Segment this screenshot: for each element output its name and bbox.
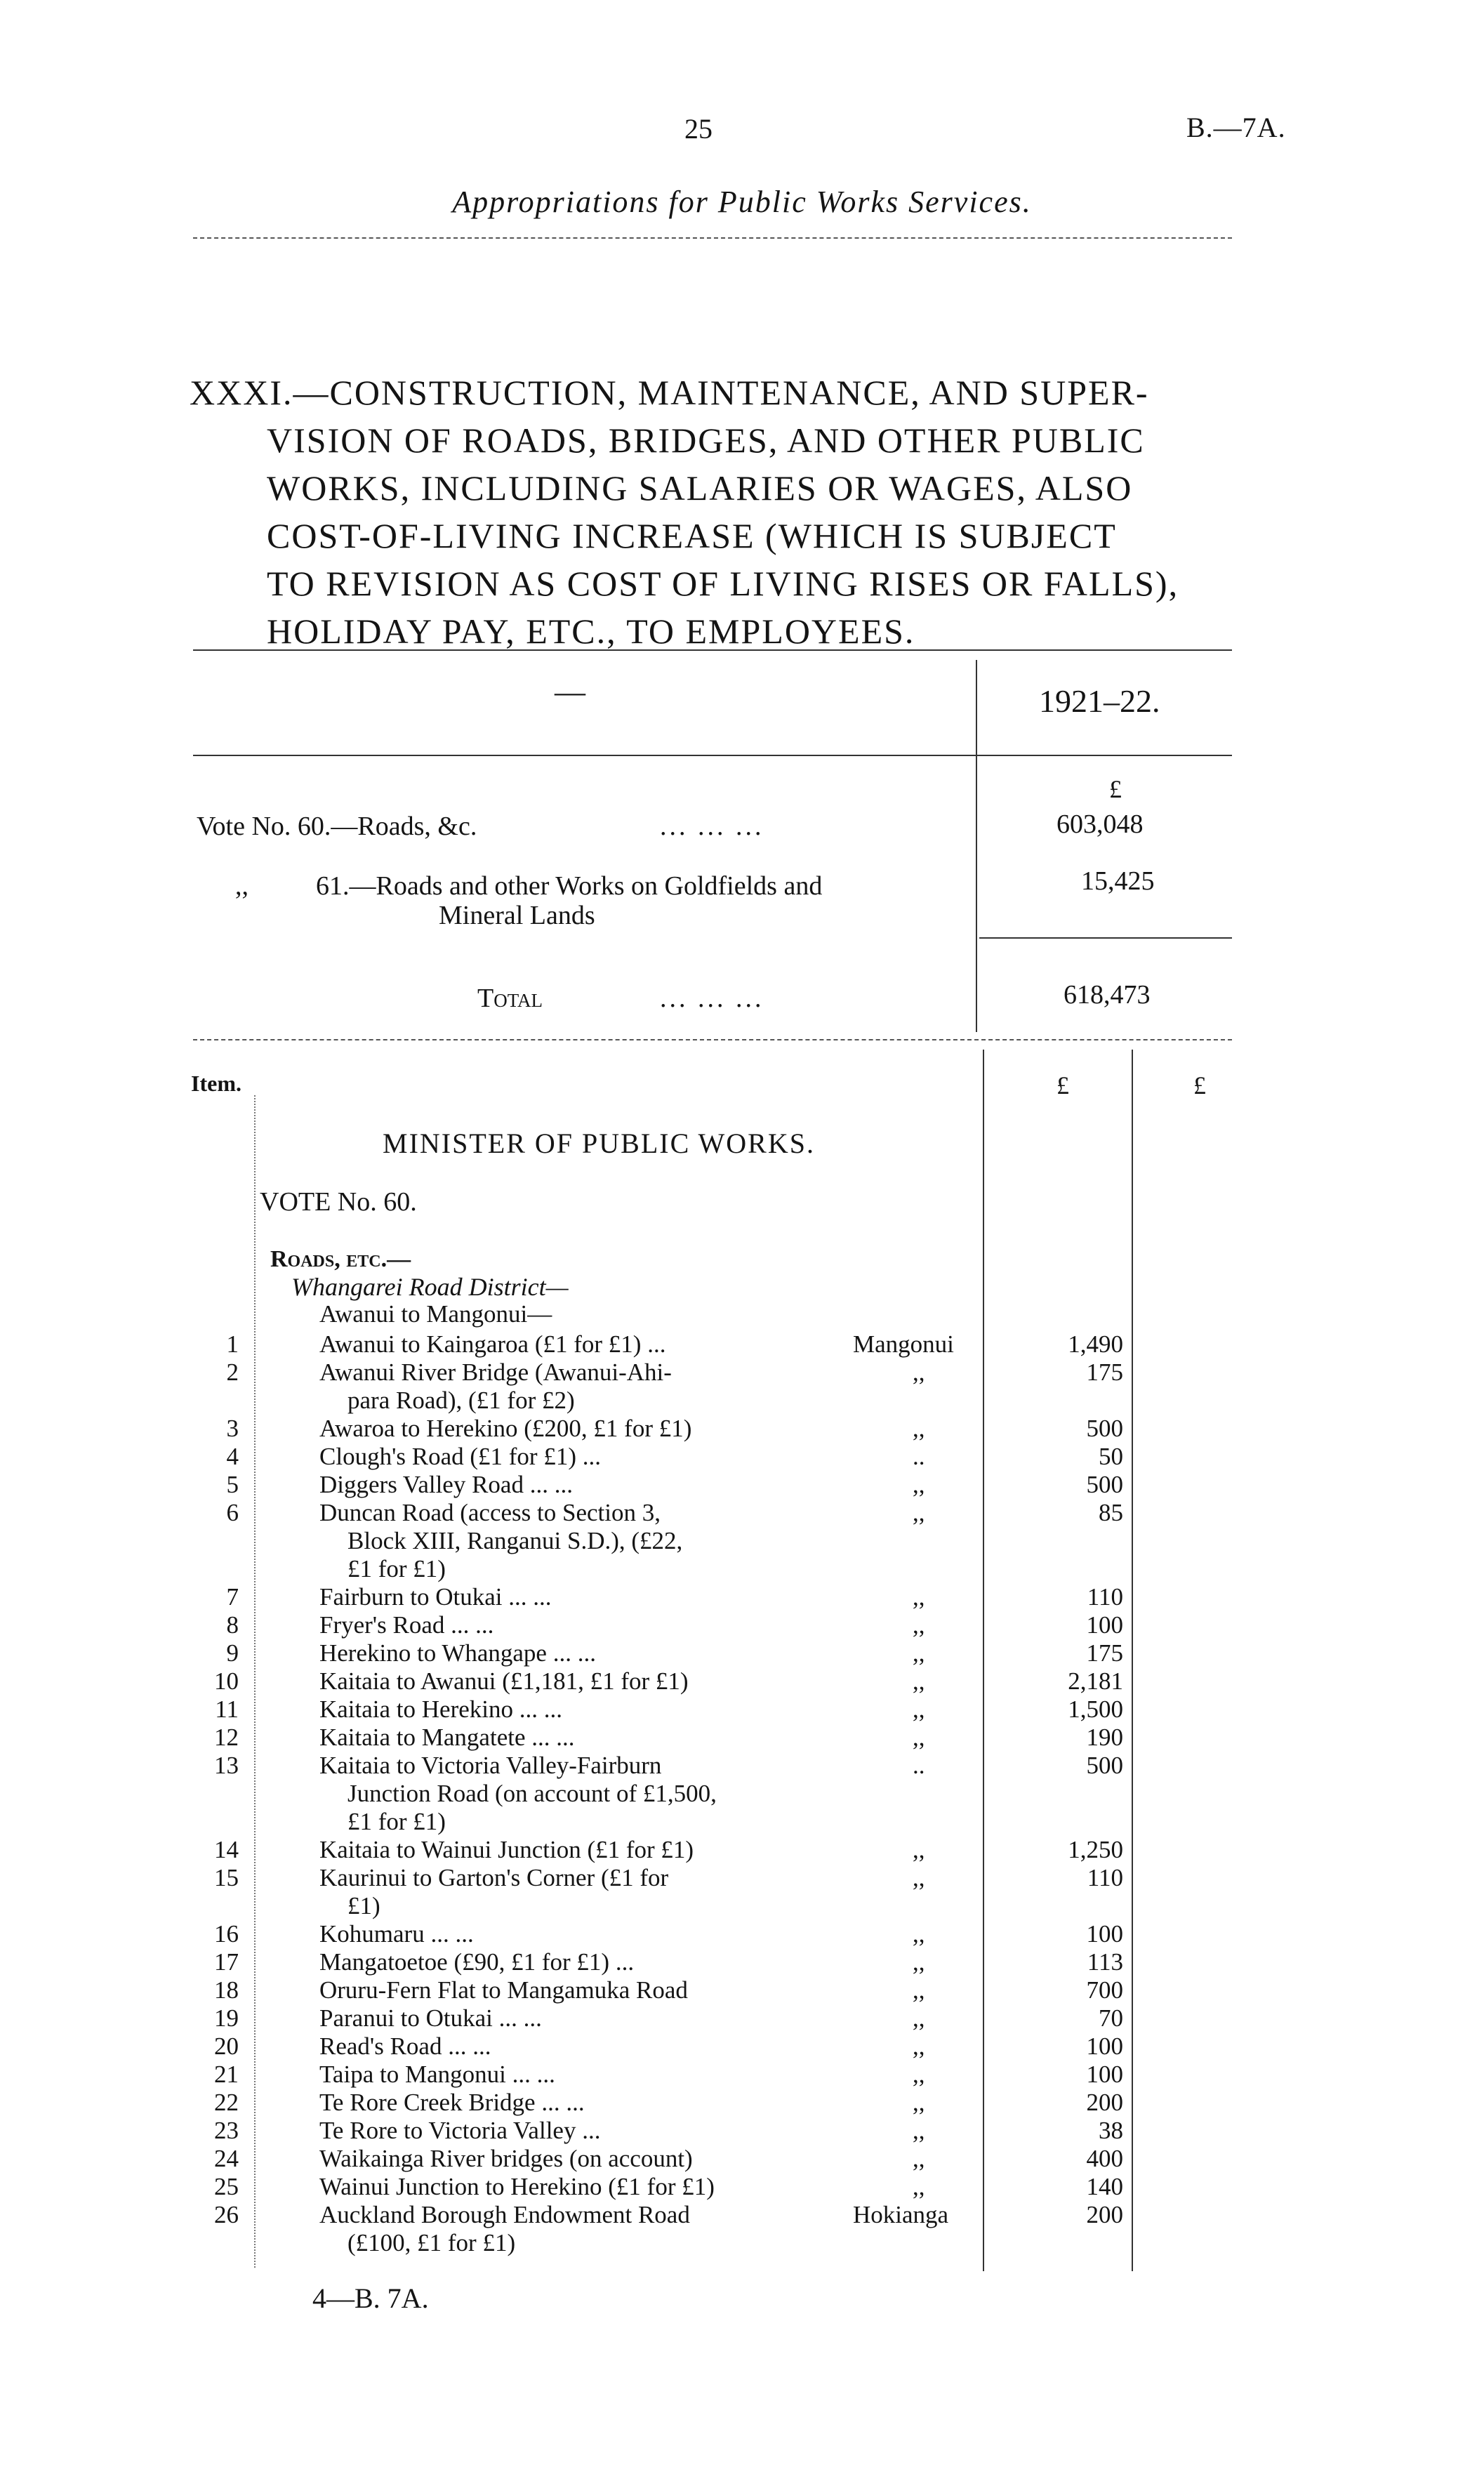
item-number: 25 <box>214 2173 239 2200</box>
route-subheading: Awanui to Mangonui— <box>319 1300 552 1328</box>
item-number: 20 <box>214 2032 239 2060</box>
item-description: Awanui River Bridge (Awanui-Ahi- <box>319 1359 672 1386</box>
summary-dash: — <box>555 675 585 709</box>
item-amount: 140 <box>1086 2173 1123 2200</box>
item-description: Kaitaia to Victoria Valley-Fairburn <box>319 1752 662 1779</box>
summary-header-rule <box>193 755 1232 756</box>
item-number: 13 <box>214 1752 239 1779</box>
page-footer: 4—B. 7A. <box>312 2282 429 2314</box>
item-amount: 100 <box>1086 1611 1123 1639</box>
item-amount: 500 <box>1086 1752 1123 1779</box>
item-amount: 1,490 <box>1068 1330 1123 1358</box>
item-description: Awanui to Kaingaroa (£1 for £1) ... <box>319 1330 666 1358</box>
item-number: 15 <box>214 1864 239 1891</box>
item-description: Kaurinui to Garton's Corner (£1 for <box>319 1864 669 1891</box>
item-amount: 200 <box>1086 2089 1123 2116</box>
first-amount-column-header: £ <box>1056 1071 1069 1099</box>
item-number: 5 <box>226 1471 239 1498</box>
item-amount: 1,250 <box>1068 1836 1123 1863</box>
item-amount: 175 <box>1086 1639 1123 1667</box>
section-heading <box>190 369 1243 655</box>
item-location: ,, <box>913 1836 925 1863</box>
item-description: para Road), (£1 for £2) <box>347 1387 575 1414</box>
vote-60-amount: 603,048 <box>1056 809 1144 839</box>
item-amount: 175 <box>1086 1359 1123 1386</box>
location-column-divider <box>983 1050 984 2271</box>
item-location: ,, <box>913 2032 925 2060</box>
item-amount: 1,500 <box>1068 1695 1123 1723</box>
item-location: ,, <box>913 2145 925 2172</box>
district-heading: Whangarei Road District— <box>291 1273 569 1301</box>
vote-60-dots: ... ... ... <box>660 812 764 841</box>
item-location: ,, <box>913 1920 925 1948</box>
item-location: ,, <box>913 2117 925 2144</box>
item-amount: 85 <box>1099 1499 1123 1526</box>
item-description: Duncan Road (access to Section 3, <box>319 1499 661 1526</box>
item-number: 8 <box>226 1611 239 1639</box>
item-location: ,, <box>913 2004 925 2032</box>
vote-61-label: 61.—Roads and other Works on Goldfields and <box>316 871 823 901</box>
item-location: Mangonui <box>853 1330 954 1358</box>
item-number: 26 <box>214 2201 239 2228</box>
item-amount: 500 <box>1086 1415 1123 1442</box>
item-amount: 2,181 <box>1068 1667 1123 1695</box>
item-description: Fryer's Road ... ... <box>319 1611 494 1639</box>
item-amount: 190 <box>1086 1724 1123 1751</box>
item-amount: 70 <box>1099 2004 1123 2032</box>
item-description: Kaitaia to Wainui Junction (£1 for £1) <box>319 1836 694 1863</box>
item-description: Kohumaru ... ... <box>319 1920 474 1948</box>
item-description: Kaitaia to Mangatete ... ... <box>319 1724 575 1751</box>
item-number: 22 <box>214 2089 239 2116</box>
item-column-header: Item. <box>191 1071 241 1096</box>
item-amount: 110 <box>1087 1583 1123 1611</box>
document-reference: B.—7A. <box>1186 112 1286 143</box>
second-amount-column-header: £ <box>1193 1071 1206 1099</box>
year-heading: 1921–22. <box>1039 683 1160 719</box>
summary-column-divider <box>976 660 977 1032</box>
item-location: ,, <box>913 2089 925 2116</box>
item-number: 4 <box>226 1443 239 1470</box>
item-location: ,, <box>913 2173 925 2200</box>
item-location: ,, <box>913 1471 925 1498</box>
heading-line: WORKS, INCLUDING SALARIES OR WAGES, ALSO <box>267 468 1133 508</box>
summary-bottom-rule <box>193 1039 1232 1040</box>
item-number: 2 <box>226 1359 239 1386</box>
item-description: Oruru-Fern Flat to Mangamuka Road <box>319 1976 688 2004</box>
item-number: 10 <box>214 1667 239 1695</box>
vote-61-amount: 15,425 <box>1081 866 1155 896</box>
item-description: Mangatoetoe (£90, £1 for £1) ... <box>319 1948 635 1976</box>
item-description: £1) <box>347 1892 380 1919</box>
item-location: ,, <box>913 1499 925 1526</box>
item-amount: 200 <box>1086 2201 1123 2228</box>
item-description: £1 for £1) <box>347 1808 446 1835</box>
item-column-divider <box>254 1095 256 2268</box>
item-description: Block XIII, Ranganui S.D.), (£22, <box>347 1527 683 1554</box>
item-number: 6 <box>226 1499 239 1526</box>
item-description: Awaroa to Herekino (£200, £1 for £1) <box>319 1415 692 1442</box>
item-description: Read's Road ... ... <box>319 2032 491 2060</box>
page-number: 25 <box>684 113 713 145</box>
item-description: £1 for £1) <box>347 1555 446 1582</box>
item-amount: 400 <box>1086 2145 1123 2172</box>
item-location: ,, <box>913 1583 925 1611</box>
total-amount: 618,473 <box>1064 980 1151 1010</box>
item-location: .. <box>913 1443 925 1470</box>
item-amount: 100 <box>1086 2061 1123 2088</box>
item-amount: 100 <box>1086 2032 1123 2060</box>
item-description: Kaitaia to Herekino ... ... <box>319 1695 563 1723</box>
roads-heading: Roads, etc.— <box>270 1246 411 1272</box>
item-description: Wainui Junction to Herekino (£1 for £1) <box>319 2173 715 2200</box>
item-number: 11 <box>215 1695 239 1723</box>
header-rule <box>193 237 1232 239</box>
item-location: ,, <box>913 1724 925 1751</box>
item-location: ,, <box>913 1415 925 1442</box>
item-amount: 113 <box>1087 1948 1123 1976</box>
total-label: Total <box>477 984 543 1013</box>
heading-line: TO REVISION AS COST OF LIVING RISES OR FALLS), <box>267 564 1179 603</box>
item-number: 7 <box>226 1583 239 1611</box>
currency-symbol: £ <box>1109 775 1122 803</box>
item-number: 1 <box>226 1330 239 1358</box>
summary-top-rule <box>193 649 1232 651</box>
item-number: 9 <box>226 1639 239 1667</box>
item-description: Te Rore to Victoria Valley ... <box>319 2117 601 2144</box>
item-description: Kaitaia to Awanui (£1,181, £1 for £1) <box>319 1667 689 1695</box>
item-description: Auckland Borough Endowment Road <box>319 2201 690 2228</box>
item-amount: 500 <box>1086 1471 1123 1498</box>
item-location: ,, <box>913 1611 925 1639</box>
item-location: ,, <box>913 1948 925 1976</box>
total-dots: ... ... ... <box>660 984 764 1013</box>
item-location: Hokianga <box>853 2201 949 2228</box>
item-location: ,, <box>913 1667 925 1695</box>
item-number: 17 <box>214 1948 239 1976</box>
item-number: 21 <box>214 2061 239 2088</box>
item-description: Taipa to Mangonui ... ... <box>319 2061 555 2088</box>
item-description: Te Rore Creek Bridge ... ... <box>319 2089 585 2116</box>
item-location: ,, <box>913 1864 925 1891</box>
item-number: 16 <box>214 1920 239 1948</box>
ditto-mark: ,, <box>235 871 249 901</box>
item-amount: 100 <box>1086 1920 1123 1948</box>
amount-column-divider <box>1132 1050 1133 2271</box>
item-amount: 38 <box>1099 2117 1123 2144</box>
item-description: Junction Road (on account of £1,500, <box>347 1780 717 1807</box>
item-description: Waikainga River bridges (on account) <box>319 2145 693 2172</box>
item-location: ,, <box>913 1976 925 2004</box>
item-description: Diggers Valley Road ... ... <box>319 1471 573 1498</box>
item-number: 23 <box>214 2117 239 2144</box>
heading-line: XXXI.—CONSTRUCTION, MAINTENANCE, AND SUPER- <box>190 373 1149 412</box>
item-amount: 700 <box>1086 1976 1123 2004</box>
item-number: 3 <box>226 1415 239 1442</box>
item-location: ,, <box>913 2061 925 2088</box>
item-number: 12 <box>214 1724 239 1751</box>
item-description: Herekino to Whangape ... ... <box>319 1639 596 1667</box>
item-description: Paranui to Otukai ... ... <box>319 2004 542 2032</box>
item-description: Clough's Road (£1 for £1) ... <box>319 1443 601 1470</box>
vote-heading: VOTE No. 60. <box>260 1187 417 1217</box>
item-number: 18 <box>214 1976 239 2004</box>
ministry-title: MINISTER OF PUBLIC WORKS. <box>383 1128 815 1159</box>
total-rule <box>979 937 1232 939</box>
item-location: ,, <box>913 1695 925 1723</box>
item-amount: 50 <box>1099 1443 1123 1470</box>
item-description: (£100, £1 for £1) <box>347 2229 516 2256</box>
item-location: ,, <box>913 1359 925 1386</box>
item-location: ,, <box>913 1639 925 1667</box>
item-amount: 110 <box>1087 1864 1123 1891</box>
item-number: 24 <box>214 2145 239 2172</box>
item-number: 14 <box>214 1836 239 1863</box>
heading-line: VISION OF ROADS, BRIDGES, AND OTHER PUBLIC <box>267 421 1145 460</box>
item-number: 19 <box>214 2004 239 2032</box>
heading-line: HOLIDAY PAY, ETC., TO EMPLOYEES. <box>267 612 915 651</box>
vote-60-label: Vote No. 60.—Roads, &c. <box>197 812 477 841</box>
vote-61-label-continued: Mineral Lands <box>439 901 595 930</box>
page-subtitle: Appropriations for Public Works Services. <box>452 185 1032 219</box>
heading-line: COST-OF-LIVING INCREASE (WHICH IS SUBJECT <box>267 516 1117 555</box>
item-location: .. <box>913 1752 925 1779</box>
item-description: Fairburn to Otukai ... ... <box>319 1583 552 1611</box>
